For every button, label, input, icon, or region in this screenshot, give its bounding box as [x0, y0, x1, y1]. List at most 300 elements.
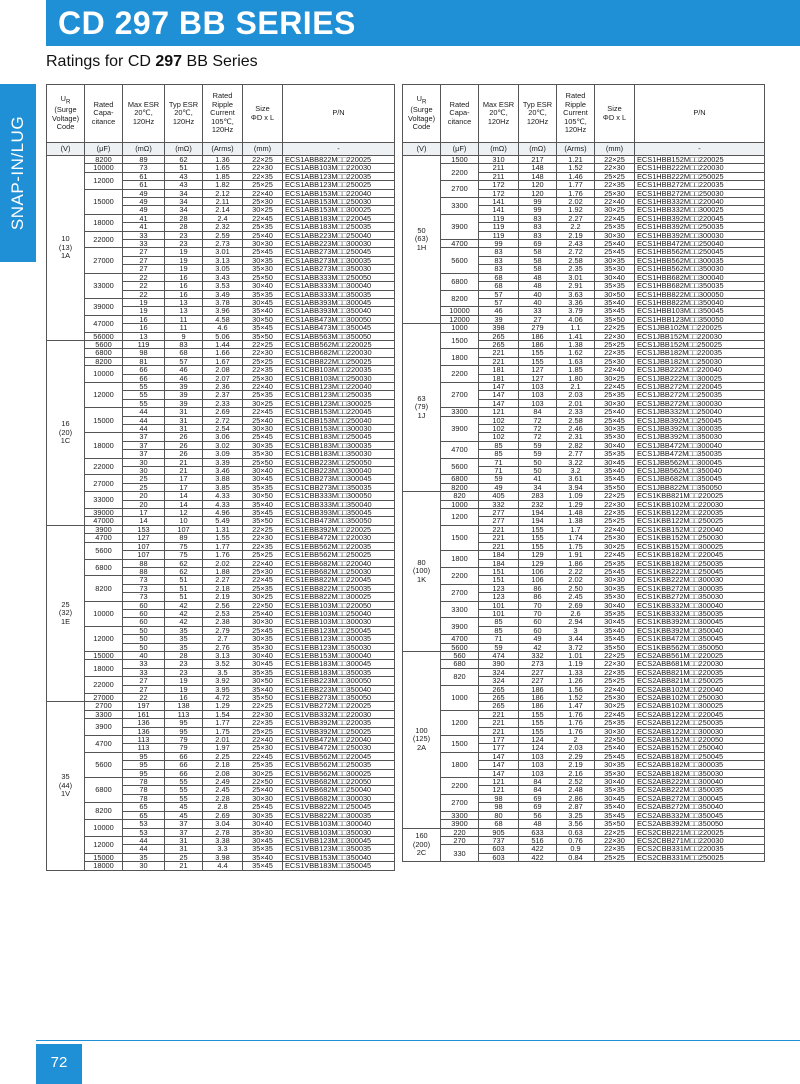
- capacitance: 33000: [85, 492, 123, 509]
- ripple-current: 2.29: [557, 752, 595, 760]
- typ-esr: 27: [519, 315, 557, 323]
- part-number: ECS1KBB332M□□300040: [635, 601, 765, 609]
- capacitance: 6800: [85, 349, 123, 357]
- capacitance: 1800: [441, 752, 479, 777]
- typ-esr: 70: [519, 601, 557, 609]
- table-row: [47, 408, 395, 416]
- part-number: ECS1ABB123M□□250025: [283, 181, 395, 189]
- part-number: ECS1EBB562M□□220035: [283, 542, 395, 550]
- size: 30×35: [243, 256, 283, 264]
- max-esr: 310: [479, 156, 519, 164]
- part-number: ECS2ABB561M□□220025: [635, 651, 765, 659]
- typ-esr: 55: [165, 794, 203, 802]
- typ-esr: 14: [165, 500, 203, 508]
- typ-esr: 58: [519, 248, 557, 256]
- typ-esr: 84: [519, 786, 557, 794]
- ripple-current: 3.02: [203, 441, 243, 449]
- part-number: ECS1HBB222M□□220030: [635, 164, 765, 172]
- table-row: [403, 710, 765, 718]
- part-number: ECS1KBB182M□□250035: [635, 559, 765, 567]
- max-esr: 221: [479, 727, 519, 735]
- table-row: [47, 803, 395, 811]
- table-row: [47, 214, 395, 222]
- max-esr: 44: [123, 425, 165, 433]
- max-esr: 81: [123, 357, 165, 365]
- ripple-current: 2.38: [203, 618, 243, 626]
- size: 35×30: [595, 593, 635, 601]
- max-esr: 153: [123, 525, 165, 533]
- part-number: ECS1HBB562M□□300035: [635, 256, 765, 264]
- ripple-current: 2.56: [203, 601, 243, 609]
- size: 30×35: [595, 256, 635, 264]
- ripple-current: 0.76: [557, 836, 595, 844]
- part-number: ECS2ABB152M□□220050: [635, 736, 765, 744]
- ripple-current: 2.37: [203, 391, 243, 399]
- max-esr: 221: [479, 534, 519, 542]
- capacitance: 15000: [85, 408, 123, 433]
- capacitance: 3900: [441, 820, 479, 828]
- max-esr: 85: [479, 618, 519, 626]
- size: 25×35: [595, 223, 635, 231]
- size: 30×35: [243, 441, 283, 449]
- max-esr: 68: [479, 273, 519, 281]
- part-number: ECS1JBB222M□□300025: [635, 374, 765, 382]
- table-row: [403, 458, 765, 466]
- capacitance: 3300: [441, 601, 479, 618]
- max-esr: 172: [479, 181, 519, 189]
- size: 25×25: [595, 853, 635, 861]
- typ-esr: 83: [519, 231, 557, 239]
- part-number: ECS1EBB682M□□220040: [283, 559, 395, 567]
- part-number: ECS1ABB563M□□350050: [283, 332, 395, 340]
- max-esr: 398: [479, 324, 519, 332]
- ripple-current: 3.13: [203, 651, 243, 659]
- part-number: ECS1EBB123M□□250045: [283, 626, 395, 634]
- ripple-current: 4.33: [203, 492, 243, 500]
- ripple-current: 1.01: [557, 651, 595, 659]
- ripple-current: 2.19: [557, 761, 595, 769]
- ripple-current: 2.58: [557, 256, 595, 264]
- capacitance: 8200: [85, 803, 123, 820]
- unit-max-esr: (mΩ): [123, 143, 165, 156]
- size: 30×25: [243, 769, 283, 777]
- ripple-current: 1.77: [203, 542, 243, 550]
- ripple-current: 3: [557, 626, 595, 634]
- size: 35×35: [595, 609, 635, 617]
- typ-esr: 23: [165, 668, 203, 676]
- part-number: ECS1VBB332M□□220030: [283, 710, 395, 718]
- typ-esr: 106: [519, 567, 557, 575]
- typ-esr: 103: [519, 391, 557, 399]
- typ-esr: 186: [519, 332, 557, 340]
- part-number: ECS1CBB153M□□220045: [283, 408, 395, 416]
- capacitance: 15000: [85, 651, 123, 659]
- max-esr: 57: [479, 298, 519, 306]
- typ-esr: 40: [519, 290, 557, 298]
- max-esr: 127: [123, 534, 165, 542]
- ripple-current: 2.18: [203, 761, 243, 769]
- size: 30×45: [595, 458, 635, 466]
- table-row: [47, 366, 395, 374]
- table-row: [403, 567, 765, 575]
- part-number: ECS1JBB392M□□350030: [635, 433, 765, 441]
- ripple-current: 2.91: [557, 282, 595, 290]
- size: 22×30: [243, 710, 283, 718]
- part-number: ECS1JBB102M□□220025: [635, 324, 765, 332]
- typ-esr: 107: [165, 525, 203, 533]
- part-number: ECS1JBB472M□□350035: [635, 450, 765, 458]
- max-esr: 121: [479, 778, 519, 786]
- part-number: ECS1JBB182M□□220035: [635, 349, 765, 357]
- part-number: ECS1ABB393M□□350040: [283, 307, 395, 315]
- typ-esr: 11: [165, 315, 203, 323]
- capacitance: 4700: [441, 441, 479, 458]
- size: 35×35: [595, 282, 635, 290]
- max-esr: 277: [479, 509, 519, 517]
- part-number: ECS2ABB102M□□220040: [635, 685, 765, 693]
- size: 35×35: [243, 483, 283, 491]
- typ-esr: 232: [519, 500, 557, 508]
- max-esr: 181: [479, 366, 519, 374]
- ripple-current: 1.67: [203, 357, 243, 365]
- size: 35×40: [595, 626, 635, 634]
- size: 35×30: [243, 828, 283, 836]
- capacitance: 3300: [85, 710, 123, 718]
- ripple-current: 2.87: [557, 803, 595, 811]
- part-number: ECS1KBB392M□□350040: [635, 626, 765, 634]
- part-number: ECS1VBB682M□□250040: [283, 786, 395, 794]
- size: 30×25: [595, 702, 635, 710]
- table-row: [403, 643, 765, 651]
- ripple-current: 2.46: [557, 425, 595, 433]
- typ-esr: 12: [165, 509, 203, 517]
- typ-esr: 103: [519, 769, 557, 777]
- table-row: [403, 845, 765, 853]
- part-number: ECS1JBB272M□□300030: [635, 399, 765, 407]
- part-number: ECS1EBB682M□□250030: [283, 567, 395, 575]
- size: 22×45: [595, 551, 635, 559]
- typ-esr: 58: [519, 256, 557, 264]
- typ-esr: 69: [519, 803, 557, 811]
- size: 35×30: [595, 433, 635, 441]
- part-number: ECS1JBB822M□□350050: [635, 483, 765, 491]
- capacitance: 22000: [85, 231, 123, 248]
- typ-esr: 23: [165, 240, 203, 248]
- capacitance: 22000: [85, 677, 123, 694]
- capacitance: 39000: [85, 298, 123, 315]
- ripple-current: 2.08: [203, 366, 243, 374]
- typ-esr: 155: [519, 727, 557, 735]
- part-number: ECS1KBB152M□□220040: [635, 525, 765, 533]
- page-footer: [0, 1040, 800, 1084]
- typ-esr: 89: [165, 534, 203, 542]
- table-row: [403, 551, 765, 559]
- size: 35×50: [595, 483, 635, 491]
- max-esr: 49: [123, 198, 165, 206]
- typ-esr: 155: [519, 542, 557, 550]
- max-esr: 40: [123, 651, 165, 659]
- table-row: [47, 298, 395, 306]
- typ-esr: 99: [519, 206, 557, 214]
- capacitance: 10000: [85, 601, 123, 626]
- size: 25×25: [595, 340, 635, 348]
- max-esr: 95: [123, 761, 165, 769]
- ripple-current: 1.7: [557, 525, 595, 533]
- max-esr: 50: [123, 626, 165, 634]
- max-esr: 119: [479, 214, 519, 222]
- part-number: ECS2ABB122M□□220045: [635, 710, 765, 718]
- max-esr: 121: [479, 408, 519, 416]
- table-row: [47, 349, 395, 357]
- part-number: ECS1JBB152M□□250025: [635, 340, 765, 348]
- typ-esr: 83: [165, 340, 203, 348]
- part-number: ECS1JBB272M□□250035: [635, 391, 765, 399]
- max-esr: 265: [479, 685, 519, 693]
- table-row: [403, 349, 765, 357]
- part-number: ECS1HBB272M□□250030: [635, 189, 765, 197]
- capacitance: 1500: [441, 332, 479, 349]
- max-esr: 27: [123, 685, 165, 693]
- ripple-current: 2.14: [203, 206, 243, 214]
- max-esr: 37: [123, 433, 165, 441]
- col-header-size: Size ΦD x L: [595, 85, 635, 143]
- max-esr: 324: [479, 668, 519, 676]
- size: 25×25: [243, 551, 283, 559]
- table-row: [403, 290, 765, 298]
- capacitance: 820: [441, 492, 479, 500]
- part-number: ECS1ABB153M□□300025: [283, 206, 395, 214]
- ripple-current: 2.86: [557, 794, 595, 802]
- ripple-current: 2.25: [203, 752, 243, 760]
- typ-esr: 19: [165, 677, 203, 685]
- table-row: [47, 710, 395, 718]
- part-number: ECS1HBB682M□□350035: [635, 282, 765, 290]
- size: 25×50: [243, 458, 283, 466]
- max-esr: 60: [123, 609, 165, 617]
- part-number: ECS1JBB332M□□250040: [635, 408, 765, 416]
- size: 22×40: [243, 189, 283, 197]
- ripple-current: 2.43: [557, 240, 595, 248]
- ripple-current: 2.08: [203, 769, 243, 777]
- ripple-current: 2.4: [203, 214, 243, 222]
- col-header-capacitance: Rated Capa- citance: [85, 85, 123, 143]
- max-esr: 73: [123, 576, 165, 584]
- typ-esr: 37: [165, 820, 203, 828]
- max-esr: 737: [479, 836, 519, 844]
- part-number: ECS1CBB123M□□250035: [283, 391, 395, 399]
- ripple-current: 3.38: [203, 836, 243, 844]
- max-esr: 19: [123, 298, 165, 306]
- size: 25×35: [243, 223, 283, 231]
- side-tab: [0, 84, 36, 262]
- size: 30×35: [595, 584, 635, 592]
- size: 22×25: [595, 324, 635, 332]
- size: 25×40: [243, 786, 283, 794]
- typ-esr: 120: [519, 189, 557, 197]
- part-number: ECS2ABB272M□□300045: [635, 794, 765, 802]
- col-header-voltage: $U_R$ (Surge Voltage) Code: [403, 85, 441, 143]
- typ-esr: 37: [165, 828, 203, 836]
- part-number: ECS1CBB333M□□350040: [283, 500, 395, 508]
- capacitance: 8200: [441, 290, 479, 307]
- max-esr: 177: [479, 736, 519, 744]
- voltage-code: 25 (32) 1E: [47, 525, 85, 702]
- ripple-current: 3.09: [203, 450, 243, 458]
- size: 30×45: [243, 475, 283, 483]
- ripple-current: 1.63: [557, 357, 595, 365]
- unit-voltage: (V): [403, 143, 441, 156]
- size: 35×50: [243, 694, 283, 702]
- table-row: [47, 231, 395, 239]
- size: 25×25: [595, 677, 635, 685]
- size: 25×30: [243, 744, 283, 752]
- max-esr: 49: [479, 483, 519, 491]
- size: 30×35: [243, 635, 283, 643]
- capacitance: 2700: [85, 702, 123, 710]
- capacitance: 18000: [85, 660, 123, 677]
- part-number: ECS1VBB682M□□300030: [283, 794, 395, 802]
- part-number: ECS1JBB472M□□300040: [635, 441, 765, 449]
- ripple-current: 1.47: [557, 702, 595, 710]
- table-row: [47, 156, 395, 164]
- unit-typ-esr: (mΩ): [165, 143, 203, 156]
- size: 30×25: [595, 374, 635, 382]
- table-row: [47, 534, 395, 542]
- unit-size: (mm): [595, 143, 635, 156]
- ripple-current: 3.49: [203, 290, 243, 298]
- capacitance: 1500: [441, 736, 479, 753]
- typ-esr: 186: [519, 685, 557, 693]
- typ-esr: 106: [519, 576, 557, 584]
- max-esr: 221: [479, 357, 519, 365]
- part-number: ECS1HBB222M□□250025: [635, 172, 765, 180]
- max-esr: 151: [479, 576, 519, 584]
- size: 22×40: [243, 382, 283, 390]
- capacitance: 4700: [441, 240, 479, 248]
- max-esr: 27: [123, 256, 165, 264]
- typ-esr: 66: [165, 752, 203, 760]
- part-number: ECS2ABB102M□□250030: [635, 694, 765, 702]
- typ-esr: 103: [519, 752, 557, 760]
- capacitance: 47000: [85, 517, 123, 525]
- max-esr: 98: [479, 803, 519, 811]
- part-number: ECS1VBB472M□□220040: [283, 736, 395, 744]
- ripple-current: 1.76: [557, 189, 595, 197]
- size: 35×30: [243, 643, 283, 651]
- max-esr: 27: [123, 677, 165, 685]
- max-esr: 107: [123, 542, 165, 550]
- ripple-current: 1.21: [557, 156, 595, 164]
- typ-esr: 25: [165, 853, 203, 861]
- part-number: ECS1ABB393M□□300045: [283, 298, 395, 306]
- typ-esr: 155: [519, 357, 557, 365]
- size: 30×40: [595, 778, 635, 786]
- max-esr: 172: [479, 189, 519, 197]
- typ-esr: 46: [165, 366, 203, 374]
- part-number: ECS1EBB273M□□350050: [283, 694, 395, 702]
- capacitance: 12000: [85, 382, 123, 407]
- typ-esr: 129: [519, 551, 557, 559]
- size: 22×35: [595, 181, 635, 189]
- max-esr: 184: [479, 551, 519, 559]
- size: 30×30: [243, 618, 283, 626]
- ripple-current: 3.44: [557, 635, 595, 643]
- max-esr: 73: [123, 584, 165, 592]
- size: 22×40: [595, 525, 635, 533]
- size: 30×30: [243, 240, 283, 248]
- ripple-current: 1.74: [557, 534, 595, 542]
- part-number: ECS1HBB123M□□350050: [635, 315, 765, 323]
- table-row: [47, 248, 395, 256]
- typ-esr: 35: [165, 643, 203, 651]
- part-number: ECS1KBB182M□□220045: [635, 551, 765, 559]
- size: 25×40: [595, 408, 635, 416]
- typ-esr: 59: [519, 441, 557, 449]
- part-number: ECS1VBB822M□□250045: [283, 803, 395, 811]
- ripple-current: 4.06: [557, 315, 595, 323]
- ratings-table-right: [402, 84, 765, 862]
- ripple-current: 3.98: [203, 853, 243, 861]
- capacitance: 8200: [85, 576, 123, 601]
- ripple-current: 1.1: [557, 324, 595, 332]
- table-row: [47, 509, 395, 517]
- ratings-table-left: [46, 84, 395, 871]
- typ-esr: 332: [519, 651, 557, 659]
- footer-rule: [36, 1040, 800, 1041]
- typ-esr: 42: [165, 618, 203, 626]
- part-number: ECS1JBB562M□□300045: [635, 458, 765, 466]
- part-number: ECS1EBB103M□□250040: [283, 609, 395, 617]
- table-row: [403, 181, 765, 189]
- header-row: [403, 85, 765, 143]
- ripple-current: 1.85: [203, 172, 243, 180]
- part-number: ECS1HBB392M□□300030: [635, 231, 765, 239]
- typ-esr: 186: [519, 340, 557, 348]
- part-number: ECS1CBB183M□□300035: [283, 441, 395, 449]
- size: 30×25: [243, 206, 283, 214]
- ripple-current: 2.8: [203, 803, 243, 811]
- size: 35×40: [595, 298, 635, 306]
- ripple-current: 2.53: [203, 609, 243, 617]
- size: 25×25: [595, 517, 635, 525]
- capacitance: 3900: [441, 618, 479, 635]
- typ-esr: 9: [165, 332, 203, 340]
- table-row: [47, 315, 395, 323]
- capacitance: 2700: [441, 382, 479, 407]
- ripple-current: 3.2: [557, 467, 595, 475]
- ripple-current: 3.94: [557, 483, 595, 491]
- typ-esr: 34: [519, 483, 557, 491]
- capacitance: 4700: [441, 635, 479, 643]
- ripple-current: 3.01: [203, 248, 243, 256]
- typ-esr: 28: [165, 223, 203, 231]
- ripple-current: 5.49: [203, 517, 243, 525]
- max-esr: 107: [123, 551, 165, 559]
- part-number: ECS1JBB272M□□220045: [635, 382, 765, 390]
- ripple-current: 2.7: [203, 635, 243, 643]
- typ-esr: 34: [165, 189, 203, 197]
- part-number: ECS1KBB392M□□300045: [635, 618, 765, 626]
- max-esr: 98: [123, 349, 165, 357]
- unit-ripple-current: (Arms): [557, 143, 595, 156]
- size: 30×25: [243, 593, 283, 601]
- max-esr: 141: [479, 198, 519, 206]
- size: 25×45: [595, 567, 635, 575]
- size: 35×30: [595, 265, 635, 273]
- capacitance: 270: [441, 836, 479, 844]
- typ-esr: 57: [165, 357, 203, 365]
- part-number: ECS1ABB333M□□250050: [283, 273, 395, 281]
